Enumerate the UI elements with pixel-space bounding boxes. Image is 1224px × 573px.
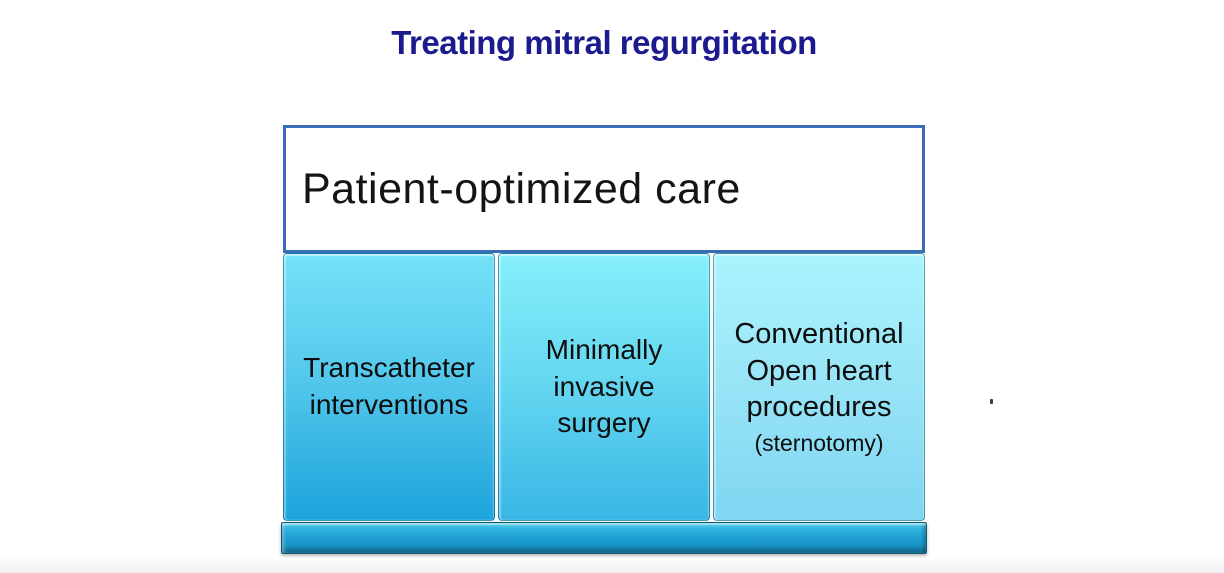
child-box-label-line: surgery [557,407,651,439]
child-box-label-line: Conventional [734,318,904,351]
slide-title: Treating mitral regurgitation [391,24,817,61]
child-box-label-line: procedures [746,390,892,423]
stray-mark [990,399,993,404]
child-box-label-line: invasive [553,370,655,402]
bottom-edge-fade [0,557,1224,573]
diagram-base-bar [281,522,927,554]
child-box-label-line: interventions [309,389,469,420]
root-box-label: Patient-optimized care [302,164,741,213]
hierarchy-diagram [283,125,925,554]
root-box-patient-optimized-care [283,125,925,253]
child-box-note-sternotomy: (sternotomy) [754,430,884,456]
children-row [283,253,925,521]
child-box-label-line: Transcatheter [303,352,475,384]
child-box-transcatheter-interventions [283,253,495,521]
child-box-label-line: Minimally [545,333,663,365]
child-box-minimally-invasive-surgery [498,253,710,521]
child-box-conventional-open-heart [713,253,925,521]
child-box-label-line: Open heart [746,354,892,387]
